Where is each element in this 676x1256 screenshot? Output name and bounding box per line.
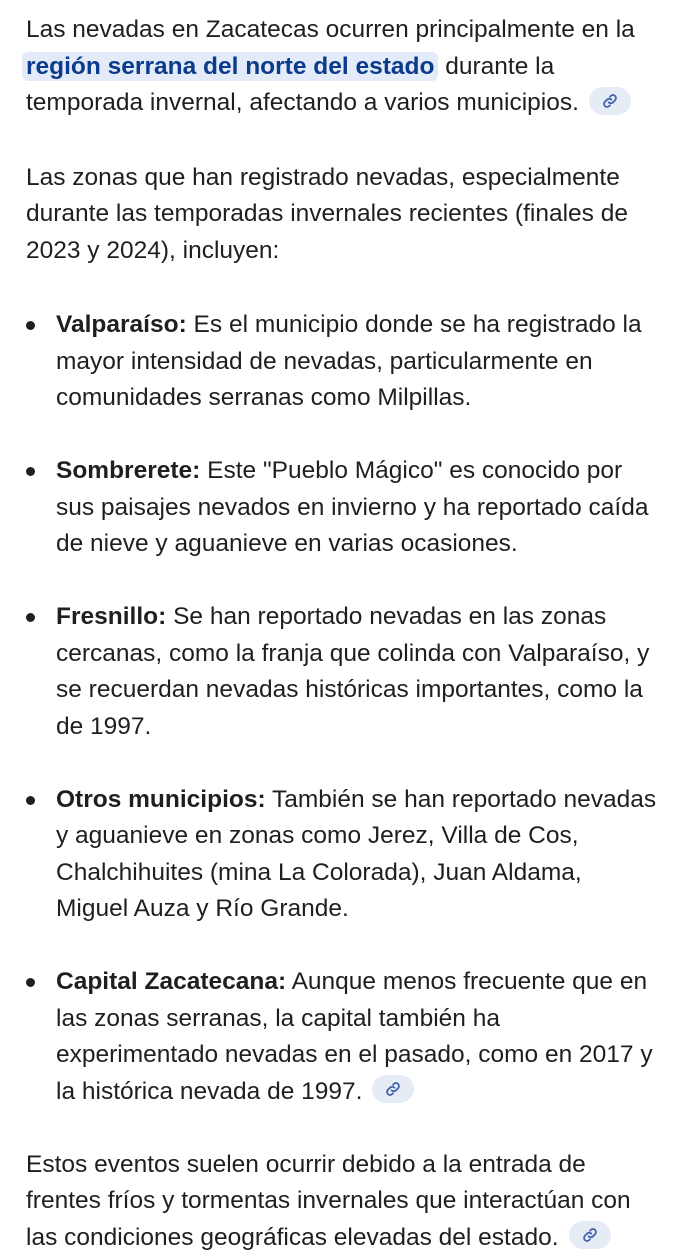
zones-intro-paragraph: Las zonas que han registrado nevadas, especialmente durante las temporadas invernales recientes (finales de 2023 y 2024), incluyen:	[26, 160, 658, 270]
list-item	[26, 307, 658, 417]
list-item-term: Fresnillo:	[56, 603, 166, 630]
list-item-text: Aunque menos frecuente que en las zonas serranas, la capital también ha experimentado nevadas en el pasado, como en 2017 y la histórica nevada de 1997.	[56, 968, 653, 1105]
list-item	[26, 599, 658, 745]
source-link-button[interactable]	[372, 1075, 414, 1103]
link-icon	[385, 1081, 401, 1097]
list-item-term: Otros municipios:	[56, 786, 266, 813]
list-item-text: Es el municipio donde se ha registrado la mayor intensidad de nevadas, particularmente en comunidades serranas como Milpillas.	[56, 311, 642, 411]
link-icon	[582, 1227, 598, 1243]
list-item-term: Sombrerete:	[56, 457, 200, 484]
list-item-text: Este "Pueblo Mágico" es conocido por sus paisajes nevados en invierno y ha reportado caída de nieve y aguanieve en varias ocasiones.	[56, 457, 648, 557]
list-item	[26, 453, 658, 563]
highlighted-region-link[interactable]: región serrana del norte del estado	[22, 52, 438, 81]
intro-text-before: Las nevadas en Zacatecas ocurren principalmente en la	[26, 16, 635, 43]
intro-text-after: durante la temporada invernal, afectando a varios municipios.	[26, 53, 579, 117]
response-content	[26, 12, 658, 1256]
closing-paragraph	[26, 1147, 658, 1256]
closing-text: Estos eventos suelen ocurrir debido a la entrada de frentes fríos y tormentas invernales que interactúan con las condiciones geográficas elevadas del estado.	[26, 1151, 631, 1251]
intro-paragraph	[26, 12, 658, 122]
list-item	[26, 964, 658, 1110]
link-icon	[602, 93, 618, 109]
source-link-button[interactable]	[569, 1221, 611, 1249]
list-item-text: También se han reportado nevadas y aguanieve en zonas como Jerez, Villa de Cos, Chalchihuites (mina La Colorada), Juan Aldama, Miguel Auza y Río Grande.	[56, 786, 656, 923]
list-item-term: Capital Zacatecana:	[56, 968, 286, 995]
list-item-term: Valparaíso:	[56, 311, 187, 338]
source-link-button[interactable]	[589, 87, 631, 115]
municipality-list	[26, 307, 658, 1110]
list-item-text: Se han reportado nevadas en las zonas cercanas, como la franja que colinda con Valparaíso, y se recuerdan nevadas históricas importantes, como la de 1997.	[56, 603, 649, 740]
list-item	[26, 782, 658, 928]
